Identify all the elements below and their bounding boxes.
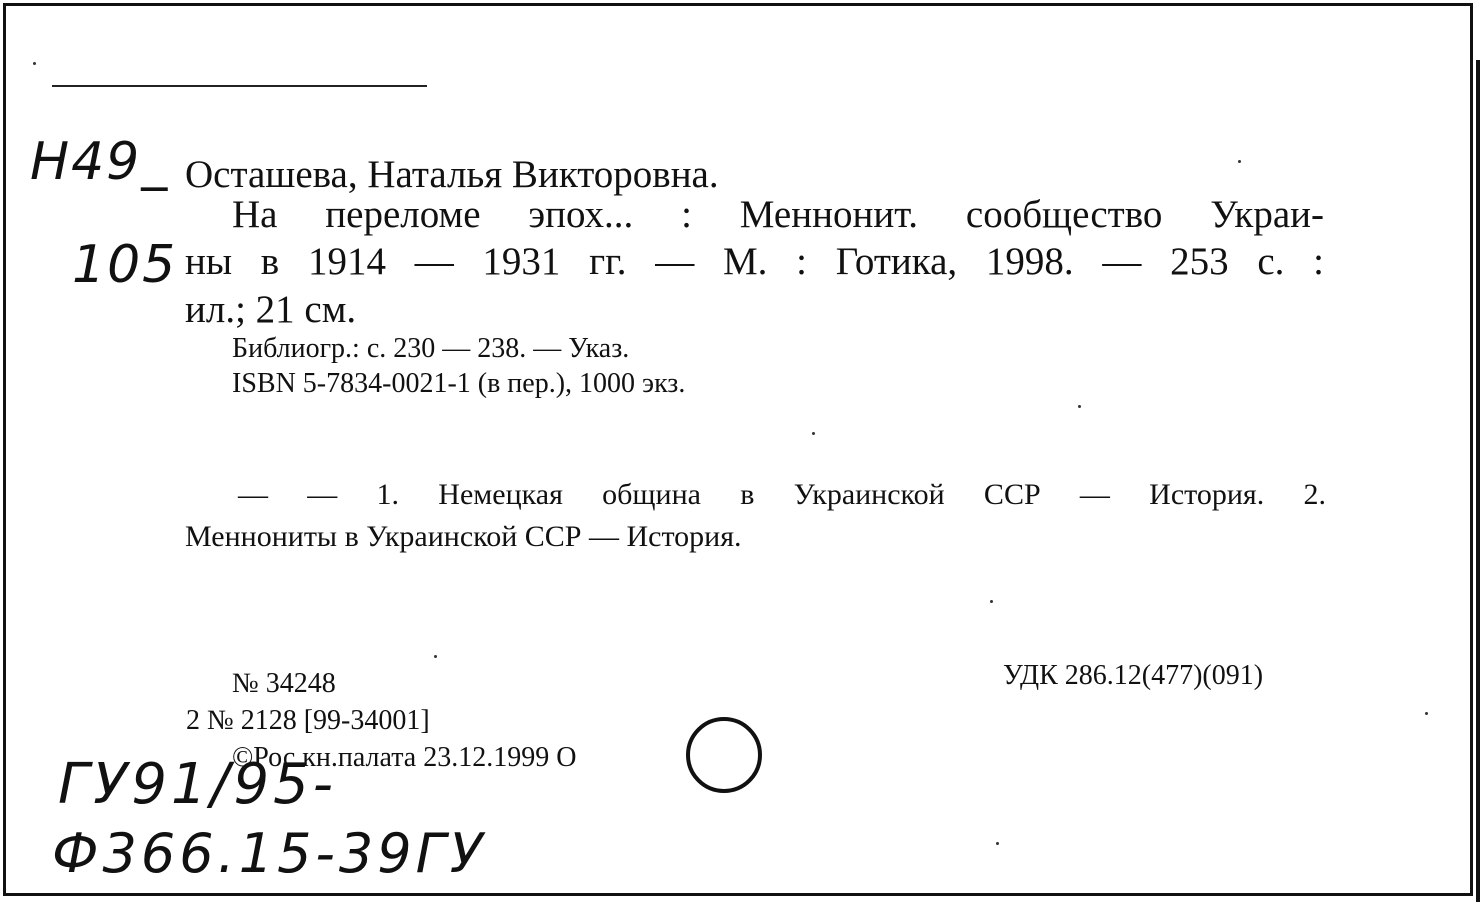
handwritten-call-number-1: Н49_ <box>30 132 170 192</box>
scan-speck <box>33 62 36 65</box>
scan-speck <box>1425 712 1428 715</box>
card-edge-shadow <box>1476 60 1480 902</box>
udc-classification: УДК 286.12(477)(091) <box>1003 660 1264 691</box>
copyright-line: ©Рос.кн.палата 23.12.1999 О <box>232 742 577 773</box>
scan-speck <box>812 432 815 435</box>
isbn-note: ISBN 5-7834-0021-1 (в пер.), 1000 экз. <box>232 368 686 399</box>
title-line-2: ны в 1914 — 1931 гг. — М. : Готика, 1998. — 253 с. : <box>185 240 1324 283</box>
subject-headings-line-1: — — 1. Немецкая община в Украинской ССР — История. 2. <box>238 478 1326 511</box>
record-number-1: № 34248 <box>232 668 336 699</box>
author-heading: Осташева, Наталья Викторовна. <box>185 153 719 196</box>
handwritten-note-line-2: Ф366.15-39ГУ <box>52 822 487 885</box>
scan-speck <box>1238 160 1241 163</box>
handwritten-note-line-1: ГУ91/95- <box>58 752 337 817</box>
handwritten-call-number-2: 105 <box>72 235 178 295</box>
scan-speck <box>990 600 993 603</box>
scan-speck <box>1078 405 1081 408</box>
title-line-3: ил.; 21 см. <box>185 288 357 331</box>
bibliography-note: Библиогр.: с. 230 — 238. — Указ. <box>232 333 630 364</box>
title-line-1: На переломе эпох... : Меннонит. сообщество Украи- <box>232 193 1324 236</box>
subject-headings-line-2: Меннониты в Украинской ССР — История. <box>185 520 742 553</box>
scan-speck <box>434 655 437 658</box>
scan-speck <box>996 842 999 845</box>
circle-stamp-icon <box>686 717 762 793</box>
top-rule <box>52 85 427 87</box>
record-number-2: 2 № 2128 [99-34001] <box>186 705 430 736</box>
